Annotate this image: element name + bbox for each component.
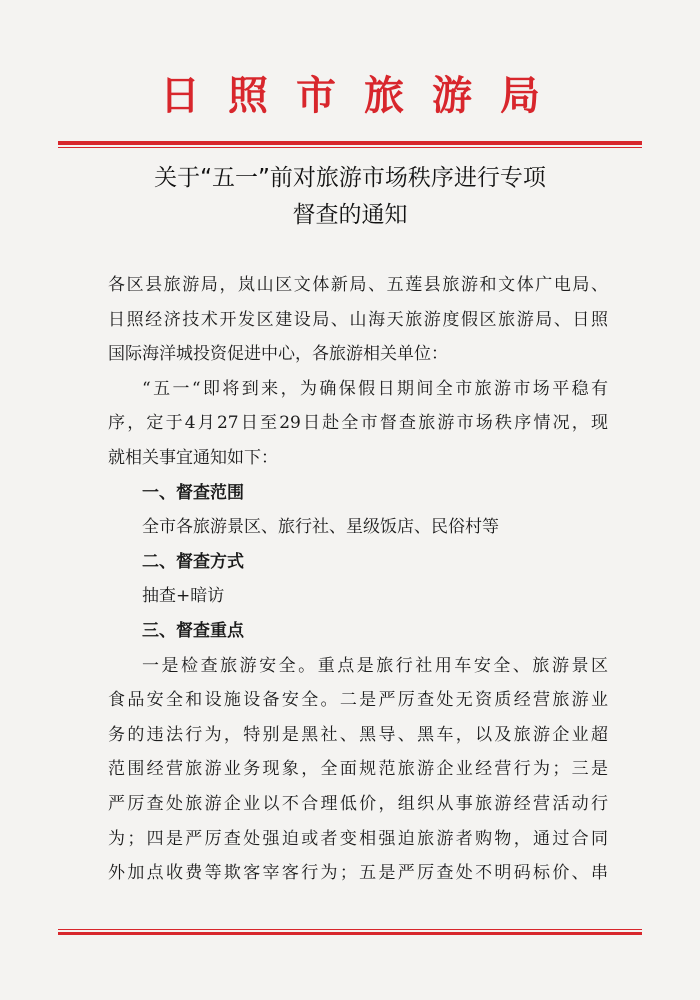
body-line: 序，定于4月27日至29日赴全市督查旅游市场秩序情况，现 <box>108 413 608 434</box>
body-line: 全市各旅游景区、旅行社、星级饭店、民俗村等 <box>142 517 499 538</box>
body-line: 就相关事宜通知如下： <box>108 447 278 468</box>
body-line: 各区县旅游局，岚山区文体新局、五莲县旅游和文体广电局、 <box>108 275 608 295</box>
header-divider-thick <box>58 141 642 145</box>
body-line: 日照经济技术开发区建设局、山海天旅游度假区旅游局、日照 <box>108 309 608 330</box>
body-line: 食品安全和设施设备安全。二是严厉查处无资质经营旅游业 <box>108 690 608 711</box>
notice-body <box>108 268 608 891</box>
section-heading-method: 二、督查方式 <box>142 551 244 572</box>
body-line: 抽查+暗访 <box>142 586 225 607</box>
footer-divider-thick <box>58 932 642 935</box>
notice-title <box>0 160 700 234</box>
org-header-title: 日照市旅游局 <box>160 72 568 119</box>
body-line: 严厉查处旅游企业以不合理低价，组织从事旅游经营活动行 <box>108 793 608 814</box>
body-line: 务的违法行为，特别是黑社、黑导、黑车，以及旅游企业超 <box>108 724 608 745</box>
body-line: 范围经营旅游业务现象，全面规范旅游企业经营行为；三是 <box>108 759 608 780</box>
body-line: 为；四是严厉查处强迫或者变相强迫旅游者购物，通过合同 <box>108 828 608 849</box>
header-divider-thin <box>58 147 642 148</box>
footer-divider-thin <box>58 929 642 930</box>
body-line: 外加点收费等欺客宰客行为；五是严厉查处不明码标价、串 <box>108 863 608 884</box>
section-heading-focus: 三、督查重点 <box>142 620 244 641</box>
body-line: 一是检查旅游安全。重点是旅行社用车安全、旅游景区 <box>142 655 608 676</box>
body-line: 国际海洋城投资促进中心，各旅游相关单位： <box>108 344 448 365</box>
section-heading-scope: 一、督查范围 <box>142 482 244 503</box>
notice-title-line-2: 督查的通知 <box>292 202 408 228</box>
notice-title-line-1: 关于“五一”前对旅游市场秩序进行专项 <box>154 165 546 191</box>
body-line: “五一“即将到来，为确保假日期间全市旅游市场平稳有 <box>142 378 608 399</box>
